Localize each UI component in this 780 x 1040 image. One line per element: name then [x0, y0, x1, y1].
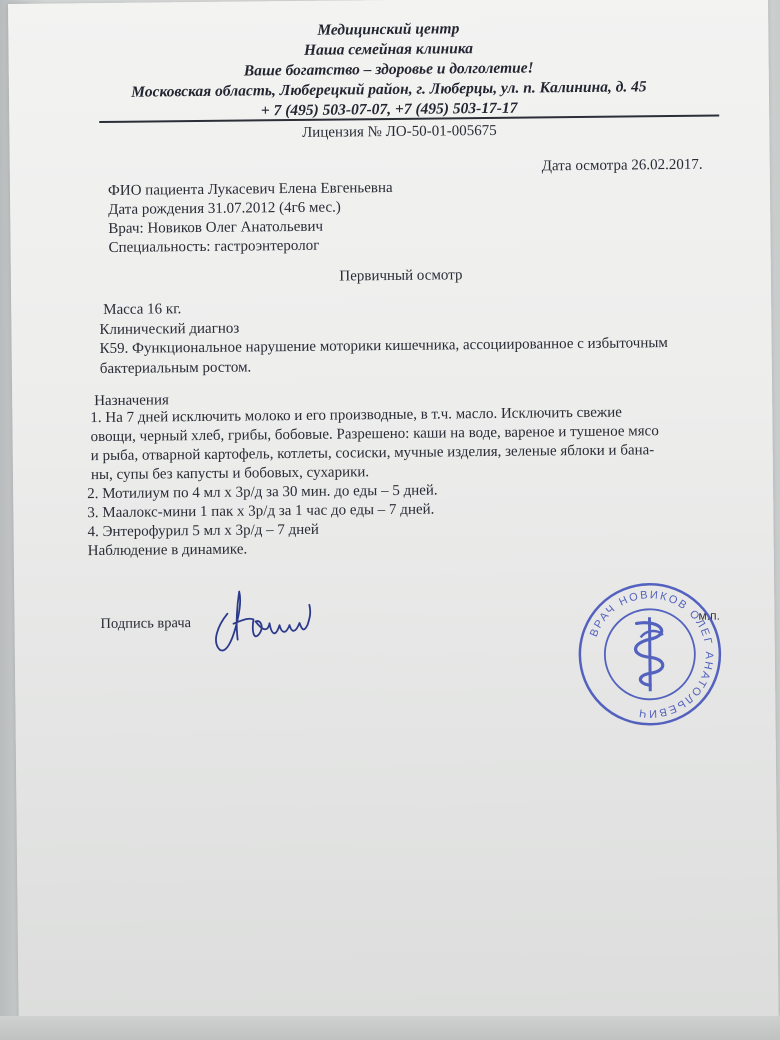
doctor-signature — [209, 583, 330, 664]
prescription-line: ны, супы без капусты и бобовых, сухарики. — [90, 464, 370, 484]
document-sheet — [8, 0, 779, 1024]
diagnosis-text-1: К59. Функциональное нарушение моторики кишечника, ассоциированное с избыточным — [99, 335, 668, 358]
prescription-line: овощи, черный хлеб, грибы, бобовые. Разрешено: каши на воде, вареное и тушеное мясо — [90, 423, 659, 446]
header-line-5: + 7 (495) 503-07-07, +7 (495) 503-17-17 — [260, 99, 518, 120]
doctor-name: Врач: Новиков Олег Анатольевич — [108, 218, 324, 237]
svg-text:ВРАЧ НОВИКОВ ОЛЕГ АНАТОЛЬЕВИЧ — [587, 588, 715, 720]
prescription-line: 3. Маалокс-мини 1 пак х 3р/д за 1 час до еды – 7 дней. — [87, 501, 435, 522]
diagnosis-label: Клинический диагноз — [99, 320, 240, 339]
prescription-line: и рыба, отварной картофель, котлеты, сосиски, мучные изделия, зеленые яблоки и бана- — [90, 442, 655, 465]
document-title: Первичный осмотр — [339, 267, 463, 285]
header-line-2: Наша семейная клиника — [303, 40, 474, 59]
header-line-4: Московская область, Люберецкий район, г. Люберцы, ул. п. Калинина, д. 45 — [131, 78, 647, 101]
doctor-stamp — [574, 579, 726, 731]
doctor-specialty: Специальность: гастроэнтеролог — [108, 237, 320, 256]
header-line-3: Ваше богатство – здоровье и долголетие! — [243, 59, 534, 80]
stamp-text: ВРАЧ НОВИКОВ ОЛЕГ АНАТОЛЬЕВИЧ — [587, 589, 715, 720]
header-line-1: Медицинский центр — [317, 20, 460, 39]
prescription-line: 2. Мотилиум по 4 мл х 3р/д за 30 мин. до еды – 5 дней. — [87, 482, 438, 503]
prescription-line: 4. Энтерофурил 5 мл х 3р/д – 7 дней — [87, 521, 320, 541]
prescriptions-label: Назначения — [94, 392, 169, 410]
mp-label: м.п. — [698, 608, 720, 623]
clinic-header — [68, 17, 709, 124]
patient-birth-date: Дата рождения 31.07.2012 (4г6 мес.) — [108, 199, 341, 218]
diagnosis-text-2: бактериальным ростом. — [99, 359, 252, 378]
prescription-line: 1. На 7 дней исключить молоко и его производные, в т.ч. масло. Исключить свежие — [90, 404, 622, 427]
staff-icon — [649, 617, 650, 691]
prescription-line: Наблюдение в динамике. — [87, 541, 248, 560]
license-number: Лицензия № ЛО-50-01-005675 — [302, 122, 497, 141]
signature-label: Подпись врача — [100, 615, 192, 633]
desk-surface — [0, 1016, 780, 1040]
patient-weight: Масса 16 кг. — [103, 301, 182, 318]
patient-name: ФИО пациента Лукасевич Елена Евгеньевна — [107, 179, 393, 199]
exam-date: Дата осмотра 26.02.2017. — [541, 156, 703, 175]
